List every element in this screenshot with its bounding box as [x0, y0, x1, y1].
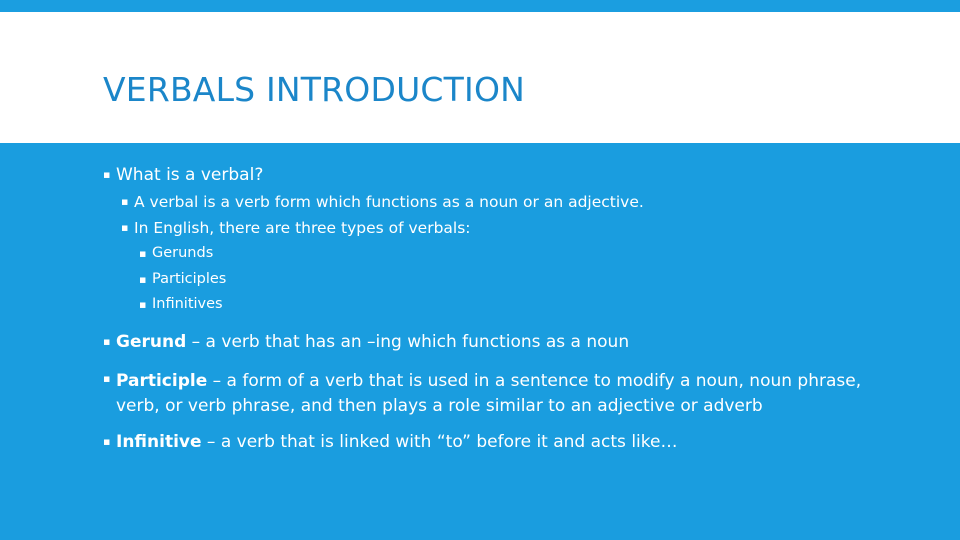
- bullet-icon: ▪: [103, 335, 111, 348]
- bullet-verbal-definition: [121, 193, 644, 211]
- bullet-text: Gerunds: [152, 245, 214, 261]
- slide-content: [0, 143, 960, 540]
- bullet-type-gerunds: [139, 245, 214, 261]
- bullet-type-participles: [139, 271, 227, 287]
- bullet-text: Infinitives: [152, 296, 223, 312]
- term-participle: Participle: [116, 371, 208, 391]
- bullet-three-types: [121, 219, 471, 237]
- bullet-type-infinitives: [139, 296, 223, 312]
- bullet-text: A verbal is a verb form which functions as a noun or an adjective.: [134, 193, 644, 211]
- bullet-icon: ▪: [121, 221, 129, 234]
- definition-text: – a verb that is linked with “to” before it and acts like…: [201, 432, 678, 452]
- term-infinitive: Infinitive: [116, 432, 202, 452]
- definition-text: – a form of a verb that is used in a sentence to modify a noun, noun phrase, verb, or verb phrase, and then plays a role similar to an adjective or adverb: [116, 371, 862, 416]
- bullet-gerund-definition: [103, 332, 630, 352]
- bullet-icon: ▪: [103, 372, 111, 385]
- bullet-what-is-verbal: [103, 165, 264, 185]
- bullet-icon: ▪: [103, 168, 111, 181]
- term-gerund: Gerund: [116, 332, 187, 352]
- title-panel: [0, 12, 960, 143]
- bullet-text: Participles: [152, 271, 227, 287]
- top-band: [0, 0, 960, 12]
- bullet-icon: ▪: [103, 435, 111, 448]
- bullet-participle-definition: [103, 369, 876, 419]
- bullet-icon: ▪: [139, 273, 147, 286]
- slide-title: VERBALS INTRODUCTION: [103, 70, 526, 109]
- bullet-text: What is a verbal?: [116, 165, 264, 185]
- bullet-icon: ▪: [121, 195, 129, 208]
- bullet-text: In English, there are three types of verbals:: [134, 219, 471, 237]
- bullet-icon: ▪: [139, 298, 147, 311]
- bullet-infinitive-definition: [103, 432, 678, 452]
- bullet-icon: ▪: [139, 247, 147, 260]
- definition-text: – a verb that has an –ing which functions as a noun: [186, 332, 630, 352]
